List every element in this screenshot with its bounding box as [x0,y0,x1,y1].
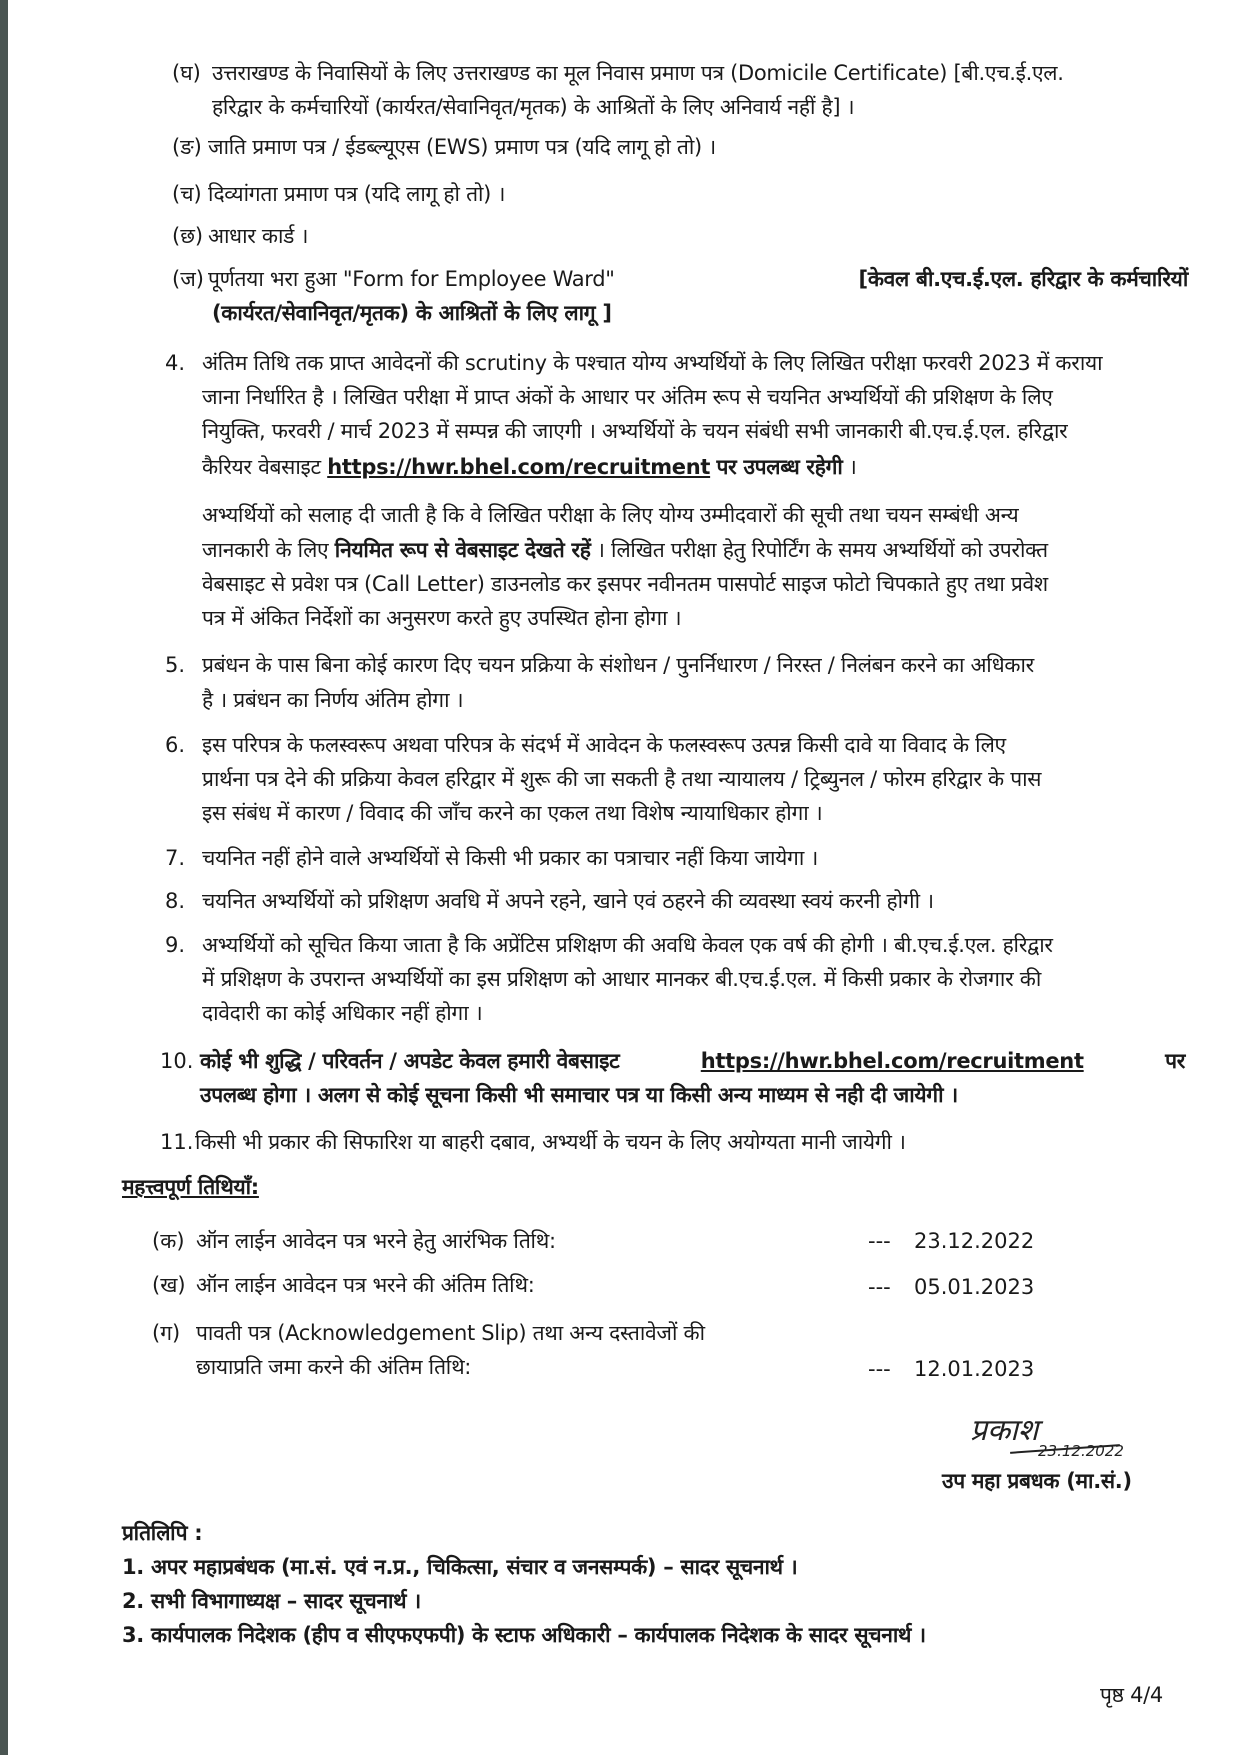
copy-to-item-3: 3. कार्यपालक निदेशक (हीप व सीएफएफपी) के स्टाफ अधिकारी – कार्यपालक निदेशक के सादर सूचनार्थ । [122,1623,926,1647]
recruitment-link[interactable]: https://hwr.bhel.com/recruitment [327,455,711,479]
sub-item-ja-line-1 [208,264,1188,294]
sub-item-marker: (ज) [172,267,204,291]
signatory-designation: उप महा प्रबधक (मा.सं.) [942,1469,1132,1493]
point-4-line-3: नियुक्ति, फरवरी / मार्च 2023 में सम्पन्न की जाएगी । अभ्यर्थियों के चयन संबंधी सभी जानकारी बी.एच.ई.एल. हरिद्वार [202,419,1068,443]
point-10-line-1 [200,1046,1185,1076]
sub-item-marker: (ङ) [172,135,202,159]
date-row-label: ऑन लाईन आवेदन पत्र भरने हेतु आरंभिक तिथि: [196,1229,556,1253]
point-number: 7. [165,846,186,870]
point-number: 5. [165,653,186,677]
point-number: 4. [165,351,186,375]
sub-item-nga-line: जाति प्रमाण पत्र / ईडब्ल्यूएस (EWS) प्रमाण पत्र (यदि लागू हो तो) । [208,135,716,159]
date-row-sep: --- [868,1275,891,1299]
point-4-para2-prefix: जानकारी के लिए [202,538,329,562]
copy-to-heading: प्रतिलिपि : [122,1521,203,1545]
point-4-para2-bold: नियमित रूप से वेबसाइट देखते रहें [334,538,591,562]
date-row-label: पावती पत्र (Acknowledgement Slip) तथा अन्य दस्तावेजों की [196,1321,705,1345]
date-row-marker: (ग) [152,1321,181,1345]
date-row-sep: --- [868,1357,891,1381]
point-4-para2-suffix: । लिखित परीक्षा हेतु रिपोर्टिंग के समय अभ्यर्थियों को उपरोक्त [597,538,1048,562]
point-6-line-3: इस संबंध में कारण / विवाद की जाँच करने का एकल तथा विशेष न्यायाधिकार होगा । [202,801,823,825]
point-5-line-1: प्रबंधन के पास बिना कोई कारण दिए चयन प्रक्रिया के संशोधन / पुनर्निधारण / निरस्त / निलंबन करने का अधिकार [202,653,1034,677]
date-row-sep: --- [868,1229,891,1253]
point-10-line-2: उपलब्ध होगा । अलग से कोई सूचना किसी भी समाचार पत्र या किसी अन्य माध्यम से नही दी जायेगी । [200,1083,958,1107]
sub-item-marker: (च) [172,182,202,206]
point-6-line-2: प्रार्थना पत्र देने की प्रक्रिया केवल हरिद्वार में शुरू की जा सकती है तथा न्यायालय / ट्रिब्युनल / फोरम हरिद्वार के पास [202,767,1042,791]
point-10-suffix: पर [1165,1049,1185,1073]
sub-item-cha-line: दिव्यांगता प्रमाण पत्र (यदि लागू हो तो) । [208,182,506,206]
sub-item-ja-bold-2: (कार्यरत/सेवानिवृत/मृतक) के आश्रितों के लिए लागू ] [212,301,612,325]
date-row-marker: (क) [152,1229,185,1253]
point-4-para2-line-1: अभ्यर्थियों को सलाह दी जाती है कि वे लिखित परीक्षा के लिए योग्य उम्मीदवारों की सूची तथा चयन सम्बंधी अन्य [202,503,1019,527]
point-4-line-4 [202,452,857,482]
point-5-line-2: है । प्रबंधन का निर्णय अंतिम होगा । [202,688,464,712]
date-row-marker: (ख) [152,1273,186,1297]
point-4-last-prefix: कैरियर वेबसाइट [202,455,321,479]
date-row-value: 12.01.2023 [914,1357,1035,1381]
point-number: 8. [165,889,186,913]
sub-item-marker: (घ) [172,61,201,85]
point-4-last-suffix: पर उपलब्ध रहेगी [716,455,843,479]
signature-date: 23.12.2022 [1038,1442,1124,1460]
date-row-label-2: छायाप्रति जमा करने की अंतिम तिथि: [196,1355,472,1379]
point-7-line: चयनित नहीं होने वाले अभ्यर्थियों से किसी भी प्रकार का पत्राचार नहीं किया जायेगा । [202,846,819,870]
sub-item-marker: (छ) [172,224,204,248]
date-row-value: 05.01.2023 [914,1275,1035,1299]
point-4-line-1: अंतिम तिथि तक प्राप्त आवेदनों की scrutiny के पश्चात योग्य अभ्यर्थियों के लिए लिखित परीक्षा फरवरी 2023 में कराया [202,351,1103,375]
point-number: 6. [165,733,186,757]
point-10-prefix: कोई भी शुद्धि / परिवर्तन / अपडेट केवल हमारी वेबसाइट [200,1049,620,1073]
sub-item-ja-bold-1: [केवल बी.एच.ई.एल. हरिद्वार के कर्मचारियों [858,267,1188,291]
important-dates-heading: महत्त्वपूर्ण तिथियाँ: [122,1175,259,1199]
point-8-line: चयनित अभ्यर्थियों को प्रशिक्षण अवधि में अपने रहने, खाने एवं ठहरने की व्यवस्था स्वयं करनी होगी । [202,889,934,913]
sub-item-gh-line-2: हरिद्वार के कर्मचारियों (कार्यरत/सेवानिवृत/मृतक) के आश्रितों के लिए अनिवार्य नहीं है] । [212,95,855,119]
page-number: पृष्ठ 4/4 [1100,1683,1163,1707]
copy-to-item-2: 2. सभी विभागाध्यक्ष – सादर सूचनार्थ । [122,1589,421,1613]
point-4-line-2: जाना निर्धारित है । लिखित परीक्षा में प्राप्त अंकों के आधार पर अंतिम रूप से चयनित अभ्यर्थियों की प्रशिक्षण के लिए [202,385,1053,409]
copy-to-item-1: 1. अपर महाप्रबंधक (मा.सं. एवं न.प्र., चिकित्सा, संचार व जनसम्पर्क) – सादर सूचनार्थ । [122,1555,798,1579]
point-4-last-end: । [842,455,857,479]
point-9-line-1: अभ्यर्थियों को सूचित किया जाता है कि अप्रेंटिस प्रशिक्षण की अवधि केवल एक वर्ष की होगी । बी.एच.ई.एल. हरिद्वार [202,933,1053,957]
sub-item-ja-normal: पूर्णतया भरा हुआ "Form for Employee Ward" [208,267,615,291]
point-4-para2-line-4: पत्र में अंकित निर्देशों का अनुसरण करते हुए उपस्थित होना होगा । [202,606,682,630]
date-row-label: ऑन लाईन आवेदन पत्र भरने की अंतिम तिथि: [196,1273,535,1297]
point-4-para2-line-2 [202,535,1048,565]
sub-item-chha-line: आधार कार्ड । [208,224,309,248]
point-9-line-2: में प्रशिक्षण के उपरान्त अभ्यर्थियों का इस प्रशिक्षण को आधार मानकर बी.एच.ई.एल. में किसी प्रकार के रोजगार की [202,967,1041,991]
date-row-value: 23.12.2022 [914,1229,1035,1253]
point-6-line-1: इस परिपत्र के फलस्वरूप अथवा परिपत्र के संदर्भ में आवेदन के फलस्वरूप उत्पन्न किसी दावे या विवाद के लिए [202,733,1006,757]
point-11-line: किसी भी प्रकार की सिफारिश या बाहरी दबाव, अभ्यर्थी के चयन के लिए अयोग्यता मानी जायेगी । [195,1130,906,1154]
sub-item-gh-line-1: उत्तराखण्ड के निवासियों के लिए उत्तराखण्ड का मूल निवास प्रमाण पत्र (Domicile Certificate) [बी.एच.ई.एल. [212,61,1064,85]
point-number: 9. [165,933,186,957]
point-number: 11. [160,1130,194,1154]
recruitment-link-2[interactable]: https://hwr.bhel.com/recruitment [700,1049,1084,1073]
point-number: 10. [160,1049,194,1073]
point-4-para2-line-3: वेबसाइट से प्रवेश पत्र (Call Letter) डाउनलोड कर इसपर नवीनतम पासपोर्ट साइज फोटो चिपकाते हुए तथा प्रवेश [202,572,1048,596]
point-9-line-3: दावेदारी का कोई अधिकार नहीं होगा । [202,1001,483,1025]
handwritten-signature: प्रकाश [970,1413,1039,1448]
